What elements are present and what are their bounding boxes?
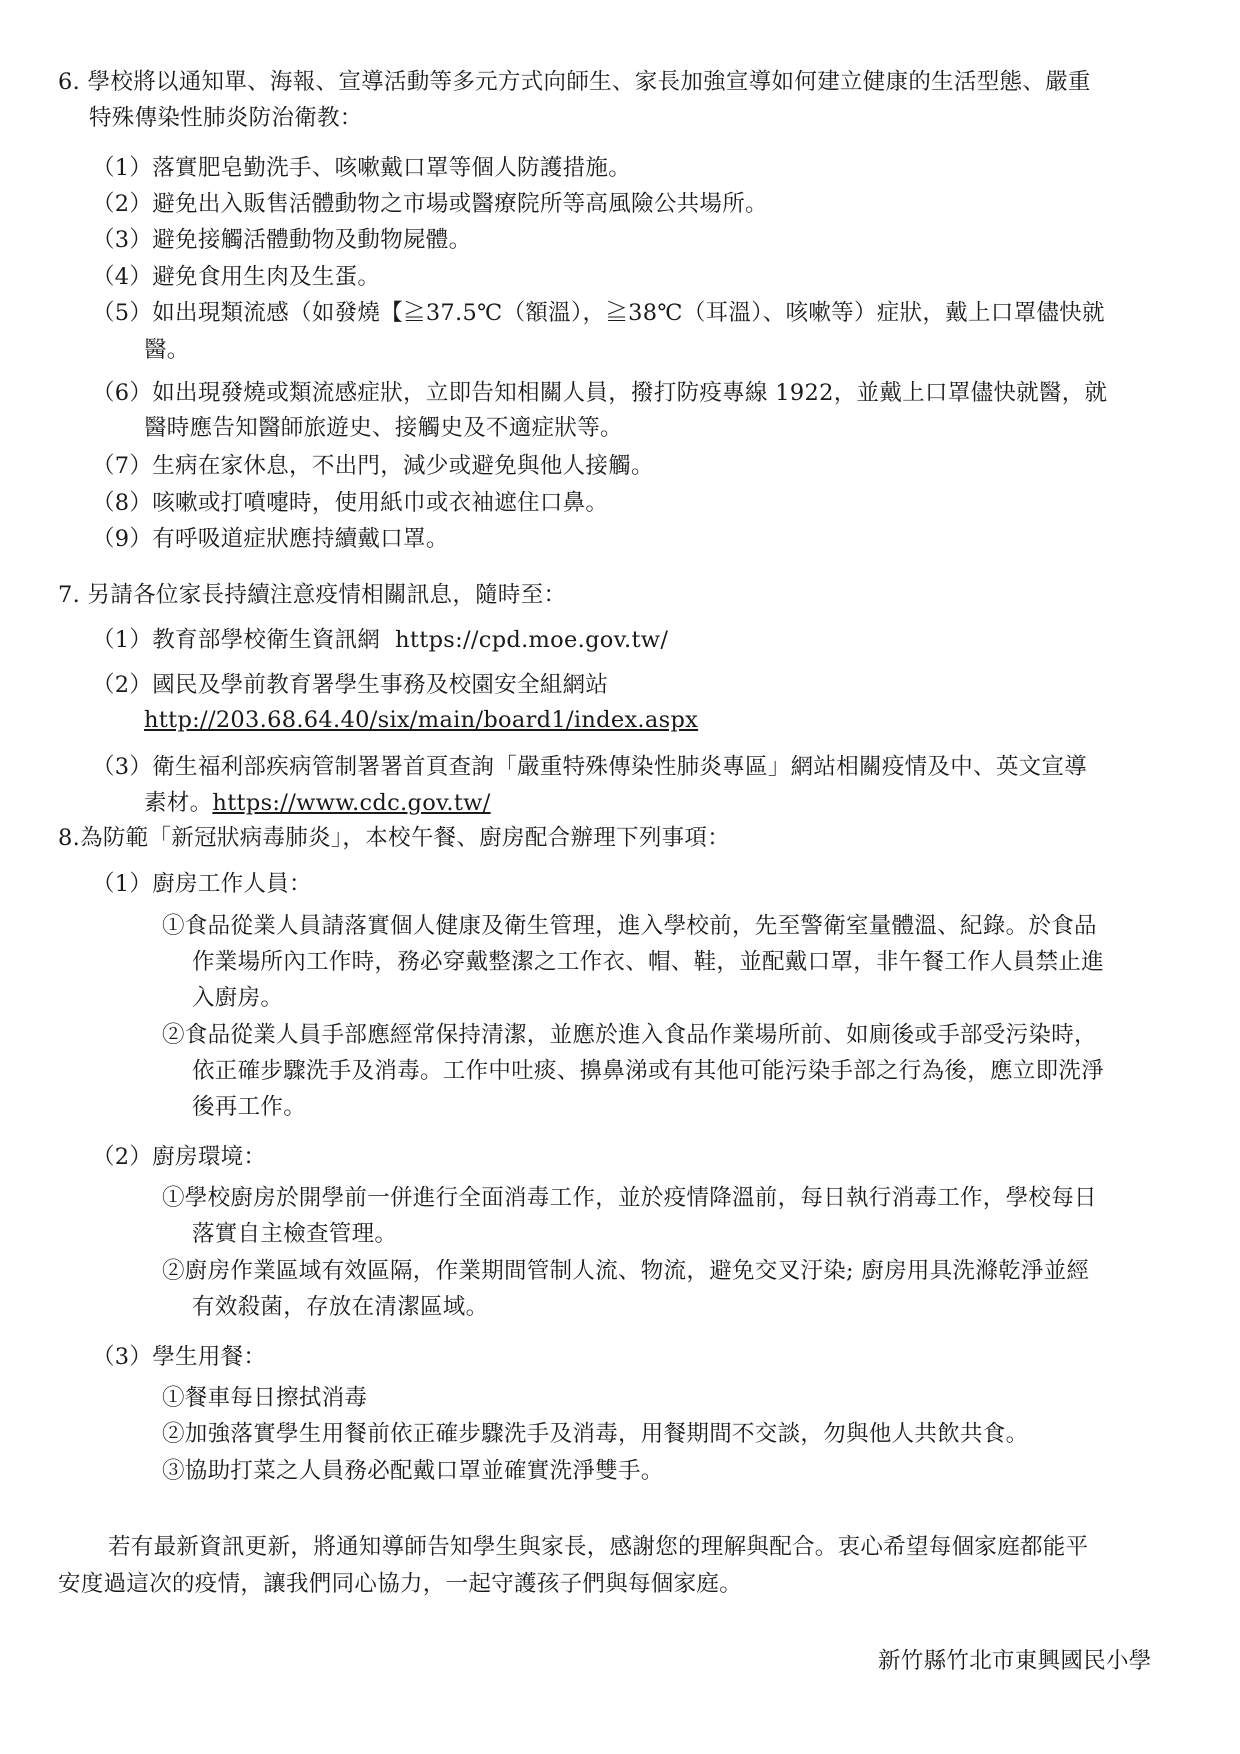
section7-title: 7. 另請各位家長持續注意疫情相關訊息，隨時至： bbox=[58, 582, 567, 608]
list-item-cont: 後再工作。 bbox=[192, 1094, 307, 1120]
list-item: ①餐車每日擦拭消毒 bbox=[162, 1385, 368, 1411]
list-item: （8）咳嗽或打噴嚏時，使用紙巾或衣袖遮住口鼻。 bbox=[92, 490, 609, 516]
list-item-cont: 落實自主檢查管理。 bbox=[192, 1221, 398, 1247]
list-item-label: 素材。 bbox=[144, 790, 213, 816]
moe-link[interactable]: https://cpd.moe.gov.tw/ bbox=[395, 627, 669, 653]
list-item-cont: 作業場所內工作時，務必穿戴整潔之工作衣、帽、鞋，並配戴口罩，非午餐工作人員禁止進 bbox=[192, 949, 1105, 975]
list-item: （9）有呼吸道症狀應持續戴口罩。 bbox=[92, 526, 449, 552]
list-item: （6）如出現發燒或類流感症狀，立即告知相關人員，撥打防疫專線 1922，並戴上口罩儘快就醫，就 bbox=[92, 380, 1108, 406]
list-item: ②加強落實學生用餐前依正確步驟洗手及消毒，用餐期間不交談，勿與他人共飲共食。 bbox=[162, 1421, 1029, 1447]
list-item: （7）生病在家休息，不出門，減少或避免與他人接觸。 bbox=[92, 453, 654, 479]
list-item-cont bbox=[144, 788, 491, 818]
school-signature: 新竹縣竹北市東興國民小學 bbox=[878, 1648, 1152, 1674]
list-item-label: （1）教育部學校衛生資訊網 bbox=[92, 627, 381, 653]
list-item: （2）國民及學前教育署學生事務及校園安全組網站 bbox=[92, 672, 609, 698]
list-item: ②廚房作業區域有效區隔，作業期間管制人流、物流，避免交叉汙染; 廚房用具洗滌乾淨並經 bbox=[162, 1258, 1090, 1284]
closing-paragraph: 若有最新資訊更新，將通知導師告知學生與家長，感謝您的理解與配合。衷心希望每個家庭都能平 bbox=[108, 1534, 1089, 1560]
list-item-cont: 依正確步驟洗手及消毒。工作中吐痰、擤鼻涕或有其他可能污染手部之行為後，應立即洗淨 bbox=[192, 1058, 1105, 1084]
list-item: ①食品從業人員請落實個人健康及衛生管理，進入學校前，先至警衛室量體溫、紀錄。於食品 bbox=[162, 913, 1097, 939]
list-item: （5）如出現類流感（如發燒【≧37.5℃（額溫），≧38℃（耳溫）、咳嗽等）症狀，戴上口罩儘快就 bbox=[92, 300, 1105, 326]
closing-paragraph-cont: 安度過這次的疫情，讓我們同心協力，一起守護孩子們與每個家庭。 bbox=[58, 1571, 743, 1597]
list-item: （3）避免接觸活體動物及動物屍體。 bbox=[92, 227, 472, 253]
list-item: （2）避免出入販售活體動物之市場或醫療院所等高風險公共場所。 bbox=[92, 191, 768, 217]
list-item: ③協助打菜之人員務必配戴口罩並確實洗淨雙手。 bbox=[162, 1458, 664, 1484]
list-item: （1）落實肥皂勤洗手、咳嗽戴口罩等個人防護措施。 bbox=[92, 155, 632, 181]
list-item bbox=[92, 625, 668, 655]
list-item: ②食品從業人員手部應經常保持清潔，並應於進入食品作業場所前、如廁後或手部受污染時， bbox=[162, 1022, 1097, 1048]
section8-title: 8.為防範「新冠狀病毒肺炎」，本校午餐、廚房配合辦理下列事項： bbox=[58, 825, 731, 851]
subsection-heading: （2）廚房環境： bbox=[92, 1144, 267, 1170]
list-item: ①學校廚房於開學前一併進行全面消毒工作，並於疫情降溫前，每日執行消毒工作，學校每日 bbox=[162, 1185, 1097, 1211]
list-item-cont: 入廚房。 bbox=[192, 985, 284, 1011]
section6-title-cont: 特殊傳染性肺炎防治衛教： bbox=[89, 105, 363, 131]
subsection-heading: （3）學生用餐： bbox=[92, 1344, 267, 1370]
section6-title: 6. 學校將以通知單、海報、宣導活動等多元方式向師生、家長加強宣導如何建立健康的生活型態、嚴重 bbox=[58, 69, 1091, 95]
cdc-link[interactable]: https://www.cdc.gov.tw/ bbox=[212, 790, 491, 816]
list-item: （4）避免食用生肉及生蛋。 bbox=[92, 264, 381, 290]
list-item-cont: 醫時應告知醫師旅遊史、接觸史及不適症狀等。 bbox=[144, 415, 623, 441]
k12ea-link[interactable]: http://203.68.64.40/six/main/board1/index.aspx bbox=[144, 707, 699, 733]
subsection-heading: （1）廚房工作人員： bbox=[92, 871, 312, 897]
list-item: （3）衛生福利部疾病管制署署首頁查詢「嚴重特殊傳染性肺炎專區」網站相關疫情及中、英文宣導 bbox=[92, 754, 1088, 780]
list-item-cont: 醫。 bbox=[144, 337, 190, 363]
list-item-cont: 有效殺菌，存放在清潔區域。 bbox=[192, 1294, 489, 1320]
